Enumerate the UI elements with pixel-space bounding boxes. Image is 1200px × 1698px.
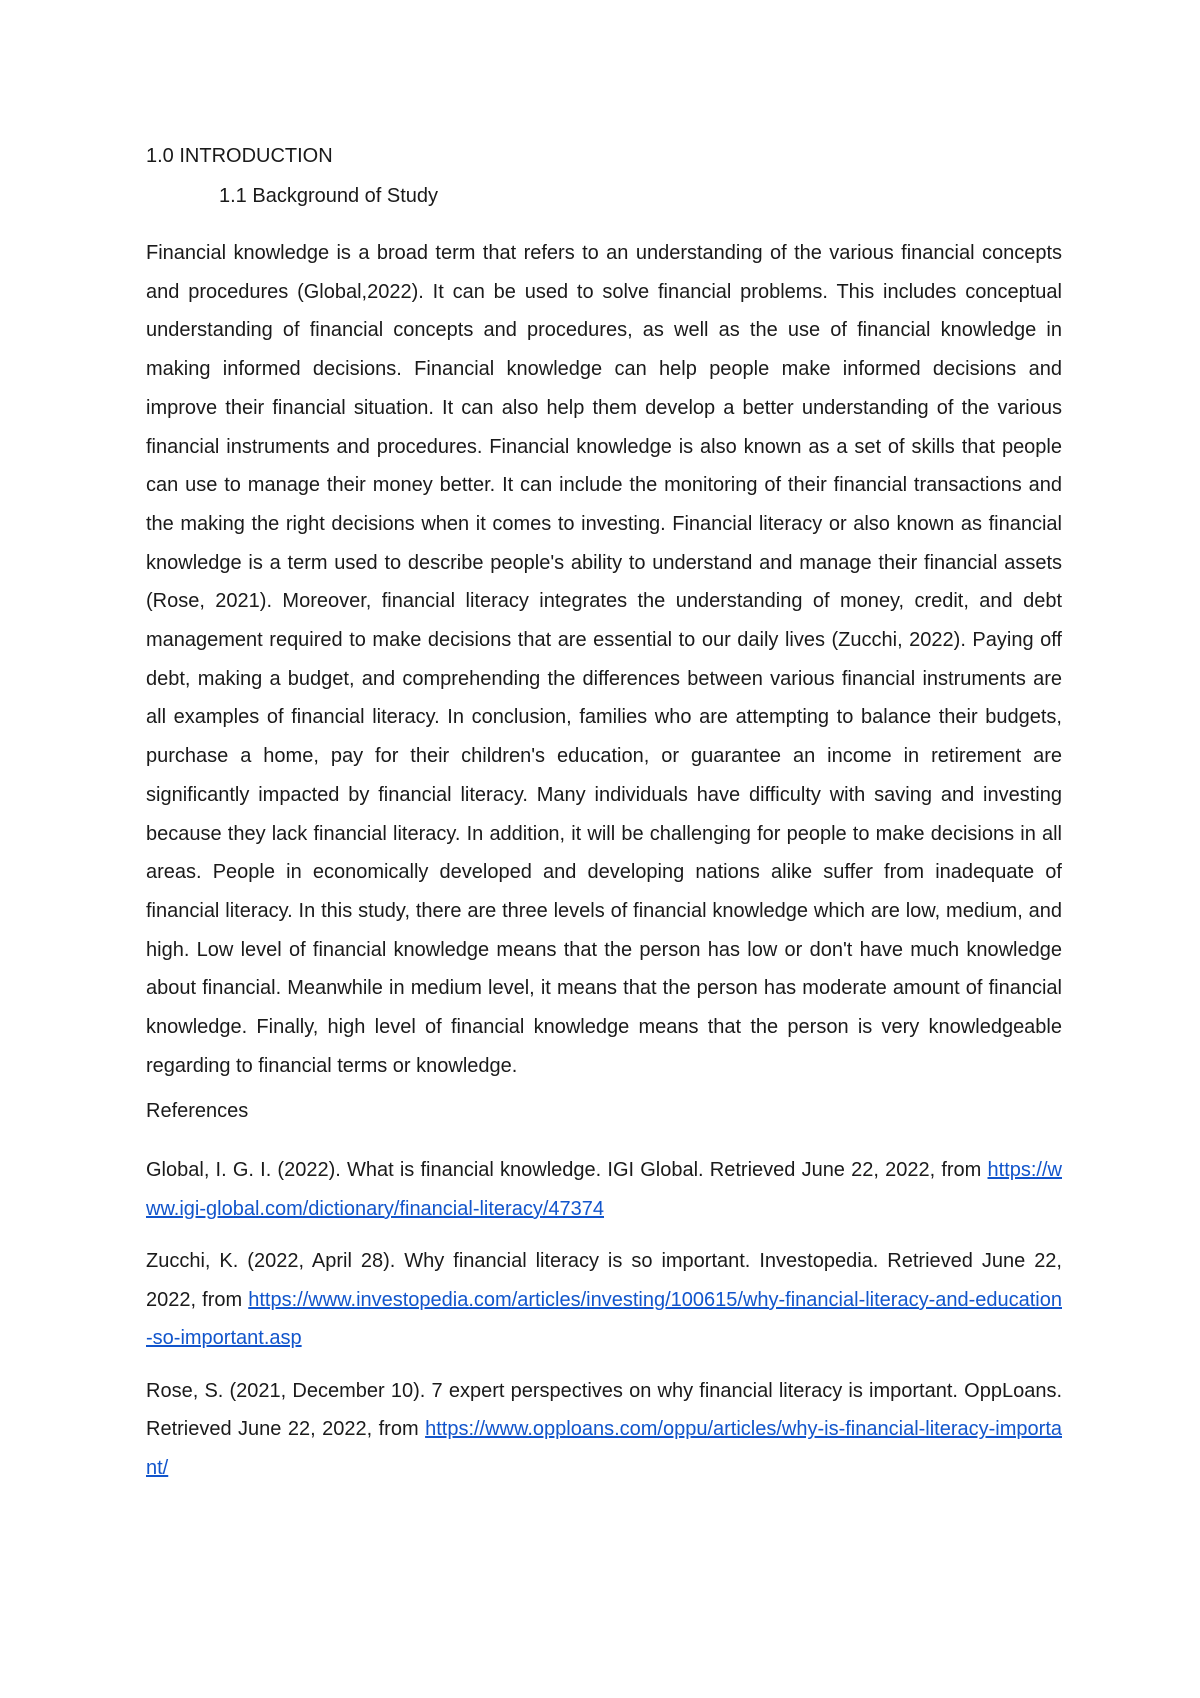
document-page bbox=[146, 144, 1062, 1501]
reference-item bbox=[146, 1151, 1062, 1228]
reference-item bbox=[146, 1372, 1062, 1488]
reference-text: Rose, S. (2021, December 10). 7 expert perspectives on why financial literacy is important. OppLoans. Retrieved June 22, 2022, from bbox=[146, 1379, 1062, 1441]
references-title: References bbox=[146, 1100, 249, 1123]
subsection-heading: 1.1 Background of Study bbox=[219, 185, 439, 207]
section-heading: 1.0 INTRODUCTION bbox=[146, 145, 333, 167]
reference-link[interactable]: https://www.investopedia.com/articles/investing/100615/why-financial-literacy-and-education-so-important.asp bbox=[146, 1288, 1062, 1350]
reference-link[interactable]: https://www.opploans.com/oppu/articles/why-is-financial-literacy-important/ bbox=[146, 1418, 1062, 1479]
reference-text: Global, I. G. I. (2022). What is financial knowledge. IGI Global. Retrieved June 22, 2022, from bbox=[146, 1159, 988, 1182]
reference-item bbox=[146, 1242, 1062, 1358]
body-paragraph: Financial knowledge is a broad term that refers to an understanding of the various financial concepts and procedures (Global,2022). It can be used to solve financial problems. This includes conceptual understanding of financial concepts and procedures, as well as the use of financial knowledge in making informed decisions. Financial knowledge can help people make informed decisions and improve their financial situation. It can also help them develop a better understanding of the various financial instruments and procedures. Financial knowledge is also known as a set of skills that people can use to manage their money better. It can include the monitoring of their financial transactions and the making the right decisions when it comes to investing. Financial literacy or also known as financial knowledge is a term used to describe people's ability to understand and manage their financial assets (Rose, 2021). Moreover, financial literacy integrates the understanding of money, credit, and debt management required to make decisions that are essential to our daily lives (Zucchi, 2022). Paying off debt, making a budget, and comprehending the differences between various financial instruments are all examples of financial literacy. In conclusion, families who are attempting to balance their budgets, purchase a home, pay for their children's education, or guarantee an income in retirement are significantly impacted by financial literacy. Many individuals have difficulty with saving and investing because they lack financial literacy. In addition, it will be challenging for people to make decisions in all areas. People in economically developed and developing nations alike suffer from inadequate of financial literacy. In this study, there are three levels of financial knowledge which are low, medium, and high. Low level of financial knowledge means that the person has low or don't have much knowledge about financial. Meanwhile in medium level, it means that the person has moderate amount of financial knowledge. Finally, high level of financial knowledge means that the person is very knowledgeable regarding to financial terms or knowledge. bbox=[146, 242, 1062, 1077]
reference-text: Zucchi, K. (2022, April 28). Why financial literacy is so important. Investopedia. Retrieved June 22, 2022, from bbox=[146, 1250, 1062, 1311]
reference-link[interactable]: https://www.igi-global.com/dictionary/financial-literacy/47374 bbox=[146, 1159, 1062, 1220]
